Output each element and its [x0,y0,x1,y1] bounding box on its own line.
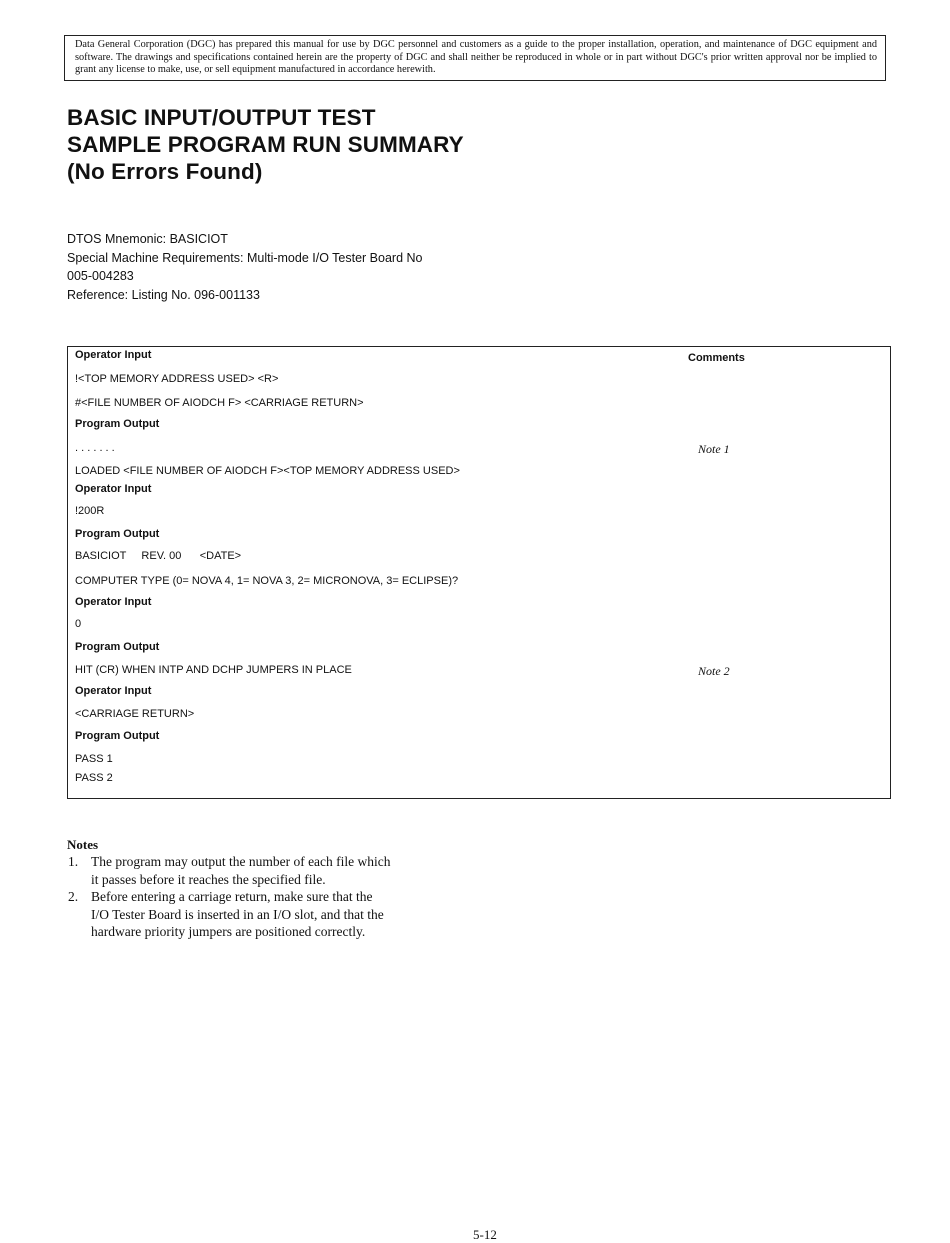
table-row: PASS 2 [75,772,113,784]
title-line-3: (No Errors Found) [67,159,263,184]
note-item-1 [67,853,487,888]
table-row: PASS 1 [75,753,113,765]
program-run-table [67,346,891,799]
dtos-mnemonic: DTOS Mnemonic: BASICIOT [67,232,228,246]
table-row: 0 [75,618,82,630]
table-row: !<TOP MEMORY ADDRESS USED> <R> [75,373,279,385]
section-header-program-output: Program Output [75,730,160,742]
notes-heading: Notes [67,837,99,852]
title-line-1: BASIC INPUT/OUTPUT TEST [67,105,376,130]
note-number: 1. [68,854,79,870]
section-header-operator-input: Operator Input [75,685,152,697]
table-row: . . . . . . . [75,442,115,454]
machine-requirements: Special Machine Requirements: Multi-mode I/O Tester Board No [67,250,423,265]
page-number: 5-12 [473,1227,497,1242]
table-row: COMPUTER TYPE (0= NOVA 4, 1= NOVA 3, 2= MICRONOVA, 3= ECLIPSE)? [75,575,459,587]
section-header-program-output: Program Output [75,641,160,653]
note-text-line: hardware priority jumpers are positioned correctly. [91,924,366,940]
table-row: BASICIOT REV. 00 <DATE> [75,550,242,562]
copyright-notice: Data General Corporation (DGC) has prepared this manual for use by DGC personnel and customers as a guide to the proper installation, operation, and maintenance of DGC equipment and software. The drawings and specifications contained herein are the property of DGC and shall neither be reproduced in whole or in part without DGC's prior written approval nor be implied to grant any license to make, use, or sell equipment manufactured in accordance herewith. [64,35,886,81]
section-header-program-output: Program Output [75,418,160,430]
note-text-line: Before entering a carriage return, make sure that the [91,889,373,905]
notes-list [67,853,487,940]
section-header-operator-input: Operator Input [75,483,152,495]
test-metadata [67,230,422,304]
notes-section [67,836,487,940]
note-item-2 [67,888,487,940]
table-row: #<FILE NUMBER OF AIODCH F> <CARRIAGE RETURN> [75,397,364,409]
listing-reference: Reference: Listing No. 096-001133 [67,287,260,302]
machine-requirements-part-number: 005-004283 [67,269,134,283]
table-row: <CARRIAGE RETURN> [75,708,195,720]
comments-header: Comments [688,352,745,364]
section-header-operator-input: Operator Input [75,349,152,361]
note-number: 2. [68,889,79,905]
comment-note-1: Note 1 [698,442,730,456]
title-line-2: SAMPLE PROGRAM RUN SUMMARY [67,132,464,157]
table-row: !200R [75,505,105,517]
note-text-line: I/O Tester Board is inserted in an I/O slot, and that the [91,906,384,922]
table-row: HIT (CR) WHEN INTP AND DCHP JUMPERS IN PLACE [75,664,352,676]
page-title [67,104,464,185]
comment-note-2: Note 2 [698,664,730,678]
section-header-operator-input: Operator Input [75,596,152,608]
note-text-line: The program may output the number of each file which [91,854,391,870]
note-text-line: it passes before it reaches the specified file. [91,871,326,887]
table-row: LOADED <FILE NUMBER OF AIODCH F><TOP MEMORY ADDRESS USED> [75,465,460,477]
section-header-program-output: Program Output [75,528,160,540]
